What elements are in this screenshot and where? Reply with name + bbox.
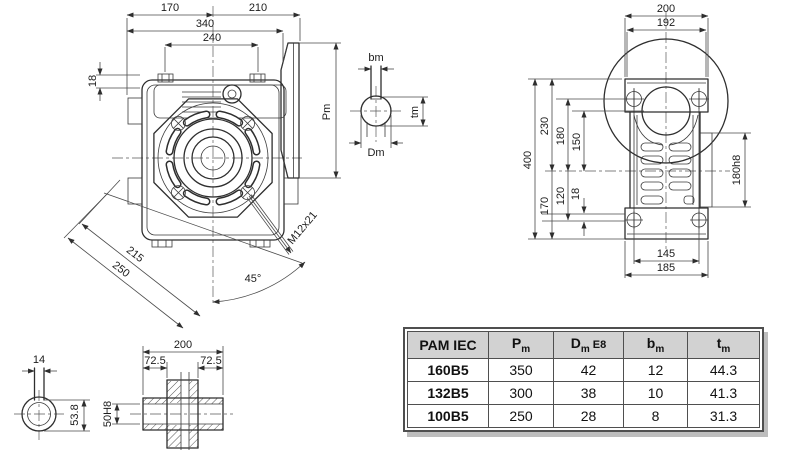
cell-dm: 28: [554, 405, 624, 428]
cell-pm: 250: [489, 405, 554, 428]
cell-pm: 350: [489, 359, 554, 382]
dim-pm: Pm: [321, 103, 333, 121]
output-shaft-detail: [14, 339, 233, 450]
header-bm: $b_m$: [624, 332, 688, 359]
label-m12x21: M12x21: [285, 209, 320, 247]
dim-dm: Dm: [367, 147, 385, 159]
header-pm: $P_m$: [489, 332, 554, 359]
cell-tm: 41.3: [688, 382, 760, 405]
dim-150: 150: [571, 132, 583, 152]
table-row: [408, 359, 760, 382]
dim-18-front: 18: [87, 74, 99, 88]
dim-250: 250: [109, 259, 132, 281]
dim-50h8: 50H8: [102, 400, 114, 428]
dim-400: 400: [522, 150, 534, 170]
table-row: [408, 405, 760, 428]
side-view-dimensions: [522, 3, 751, 278]
cell-bm: 8: [624, 405, 688, 428]
header-tm: $t_m$: [688, 332, 760, 359]
dim-215: 215: [123, 244, 146, 266]
dim-170: 170: [160, 2, 180, 14]
cell-dm: 42: [554, 359, 624, 382]
cell-tm: 44.3: [688, 359, 760, 382]
header-pam-iec: PAM IEC: [408, 332, 489, 359]
dim-tm: tm: [409, 105, 421, 119]
cell-pm: 300: [489, 382, 554, 405]
dim-200-shaft: 200: [173, 339, 193, 351]
header-dm-e8: $D_m$ E8: [554, 332, 624, 359]
cell-bm: 10: [624, 382, 688, 405]
cell-dm: 38: [554, 382, 624, 405]
dim-192: 192: [656, 17, 676, 29]
dim-180h8: 180h8: [731, 154, 743, 186]
dim-14: 14: [32, 354, 46, 366]
dim-340: 340: [195, 18, 215, 30]
dim-72-5-right: 72.5: [200, 355, 222, 367]
dim-200-side: 200: [656, 3, 676, 15]
cell-pam: 160B5: [408, 359, 489, 382]
dim-bm: bm: [368, 52, 384, 64]
label-45deg: 45°: [244, 273, 262, 285]
table-row: [408, 382, 760, 405]
dim-180: 180: [555, 126, 567, 146]
dim-240: 240: [202, 32, 222, 44]
dim-18-side: 18: [570, 187, 582, 201]
cell-pam: 100B5: [408, 405, 489, 428]
dim-170-side: 170: [539, 196, 551, 216]
dim-230: 230: [539, 116, 551, 136]
cell-pam: 132B5: [408, 382, 489, 405]
pam-iec-table: [407, 331, 760, 428]
dim-210: 210: [248, 2, 268, 14]
dim-120: 120: [555, 186, 567, 206]
pam-iec-table-frame: [403, 327, 764, 432]
input-shaft-detail: [349, 52, 428, 159]
dim-53-8: 53.8: [69, 404, 81, 426]
dim-72-5-left: 72.5: [144, 355, 166, 367]
dim-145: 145: [656, 248, 676, 260]
cell-tm: 31.3: [688, 405, 760, 428]
cell-bm: 12: [624, 359, 688, 382]
dim-185: 185: [656, 262, 676, 274]
cooling-fins: [641, 143, 694, 204]
table-header-row: [408, 332, 760, 359]
